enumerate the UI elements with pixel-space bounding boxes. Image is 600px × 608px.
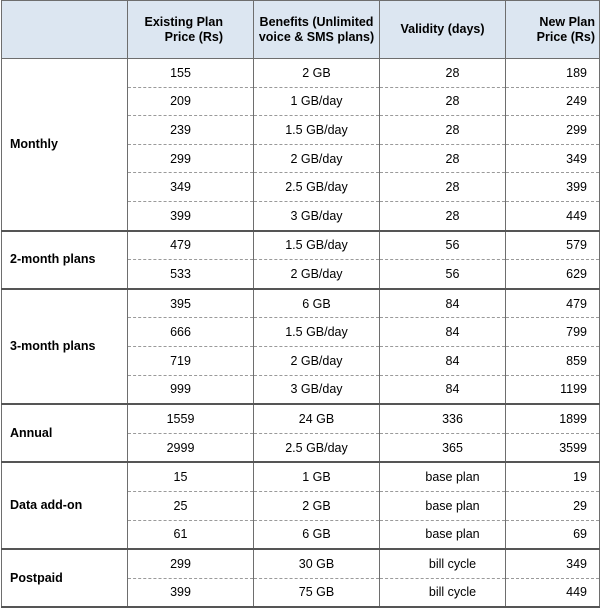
benefit-cell: 24 GB <box>254 404 380 433</box>
new-price-cell: 349 <box>506 549 600 578</box>
existing-price-cell: 399 <box>128 201 254 230</box>
existing-price-cell: 395 <box>128 289 254 318</box>
table-body <box>2 59 600 608</box>
existing-price-cell: 209 <box>128 87 254 116</box>
validity-cell: 365 <box>380 433 506 462</box>
benefit-cell: 6 GB <box>254 289 380 318</box>
validity-cell: 84 <box>380 346 506 375</box>
existing-price-cell: 399 <box>128 578 254 607</box>
validity-cell: 28 <box>380 201 506 230</box>
benefit-cell: 1 GB/day <box>254 87 380 116</box>
new-price-cell: 29 <box>506 491 600 520</box>
existing-price-cell: 299 <box>128 549 254 578</box>
group-label: Postpaid <box>2 549 128 607</box>
table-row <box>2 404 600 433</box>
existing-price-cell: 61 <box>128 520 254 549</box>
validity-cell: 84 <box>380 289 506 318</box>
benefit-cell: 2.5 GB/day <box>254 433 380 462</box>
new-price-cell: 19 <box>506 462 600 491</box>
existing-price-cell: 1559 <box>128 404 254 433</box>
benefit-cell: 2 GB <box>254 59 380 88</box>
benefit-cell: 2 GB/day <box>254 144 380 173</box>
existing-price-cell: 2999 <box>128 433 254 462</box>
new-price-cell: 399 <box>506 173 600 202</box>
validity-cell: 28 <box>380 116 506 145</box>
validity-cell: 28 <box>380 144 506 173</box>
new-price-cell: 299 <box>506 116 600 145</box>
benefit-cell: 1.5 GB/day <box>254 116 380 145</box>
existing-price-cell: 299 <box>128 144 254 173</box>
new-price-cell: 859 <box>506 346 600 375</box>
header-benefits: Benefits (Unlimited voice & SMS plans) <box>254 1 380 59</box>
tariff-table <box>1 0 600 608</box>
existing-price-cell: 25 <box>128 491 254 520</box>
benefit-cell: 1.5 GB/day <box>254 318 380 347</box>
validity-cell: 28 <box>380 173 506 202</box>
new-price-cell: 1199 <box>506 375 600 404</box>
benefit-cell: 1.5 GB/day <box>254 231 380 260</box>
validity-cell: 336 <box>380 404 506 433</box>
group-label: Annual <box>2 404 128 462</box>
group-label: Data add-on <box>2 462 128 549</box>
header-validity: Validity (days) <box>380 1 506 59</box>
validity-cell: 84 <box>380 375 506 404</box>
validity-cell: 28 <box>380 59 506 88</box>
header-category <box>2 1 128 59</box>
new-price-cell: 449 <box>506 578 600 607</box>
benefit-cell: 2 GB/day <box>254 346 380 375</box>
existing-price-cell: 15 <box>128 462 254 491</box>
existing-price-cell: 666 <box>128 318 254 347</box>
new-price-cell: 799 <box>506 318 600 347</box>
existing-price-cell: 999 <box>128 375 254 404</box>
existing-price-cell: 155 <box>128 59 254 88</box>
benefit-cell: 6 GB <box>254 520 380 549</box>
existing-price-cell: 349 <box>128 173 254 202</box>
new-price-cell: 3599 <box>506 433 600 462</box>
existing-price-cell: 479 <box>128 231 254 260</box>
validity-cell: base plan <box>380 520 506 549</box>
validity-cell: bill cycle <box>380 549 506 578</box>
new-price-cell: 449 <box>506 201 600 230</box>
benefit-cell: 30 GB <box>254 549 380 578</box>
new-price-cell: 69 <box>506 520 600 549</box>
table-row <box>2 231 600 260</box>
benefit-cell: 1 GB <box>254 462 380 491</box>
header-existing-price: Existing Plan Price (Rs) <box>128 1 254 59</box>
existing-price-cell: 239 <box>128 116 254 145</box>
new-price-cell: 349 <box>506 144 600 173</box>
new-price-cell: 579 <box>506 231 600 260</box>
table-row <box>2 59 600 88</box>
validity-cell: 28 <box>380 87 506 116</box>
benefit-cell: 2 GB <box>254 491 380 520</box>
table-row <box>2 462 600 491</box>
header-new-price: New Plan Price (Rs) <box>506 1 600 59</box>
validity-cell: 56 <box>380 260 506 289</box>
table-row <box>2 289 600 318</box>
group-label: 2-month plans <box>2 231 128 289</box>
new-price-cell: 629 <box>506 260 600 289</box>
new-price-cell: 479 <box>506 289 600 318</box>
validity-cell: 56 <box>380 231 506 260</box>
benefit-cell: 75 GB <box>254 578 380 607</box>
new-price-cell: 1899 <box>506 404 600 433</box>
existing-price-cell: 533 <box>128 260 254 289</box>
benefit-cell: 2 GB/day <box>254 260 380 289</box>
header-row <box>2 1 600 59</box>
benefit-cell: 2.5 GB/day <box>254 173 380 202</box>
validity-cell: 84 <box>380 318 506 347</box>
benefit-cell: 3 GB/day <box>254 375 380 404</box>
group-label: 3-month plans <box>2 289 128 404</box>
benefit-cell: 3 GB/day <box>254 201 380 230</box>
validity-cell: bill cycle <box>380 578 506 607</box>
new-price-cell: 249 <box>506 87 600 116</box>
validity-cell: base plan <box>380 462 506 491</box>
table-row <box>2 549 600 578</box>
existing-price-cell: 719 <box>128 346 254 375</box>
validity-cell: base plan <box>380 491 506 520</box>
new-price-cell: 189 <box>506 59 600 88</box>
group-label: Monthly <box>2 59 128 231</box>
